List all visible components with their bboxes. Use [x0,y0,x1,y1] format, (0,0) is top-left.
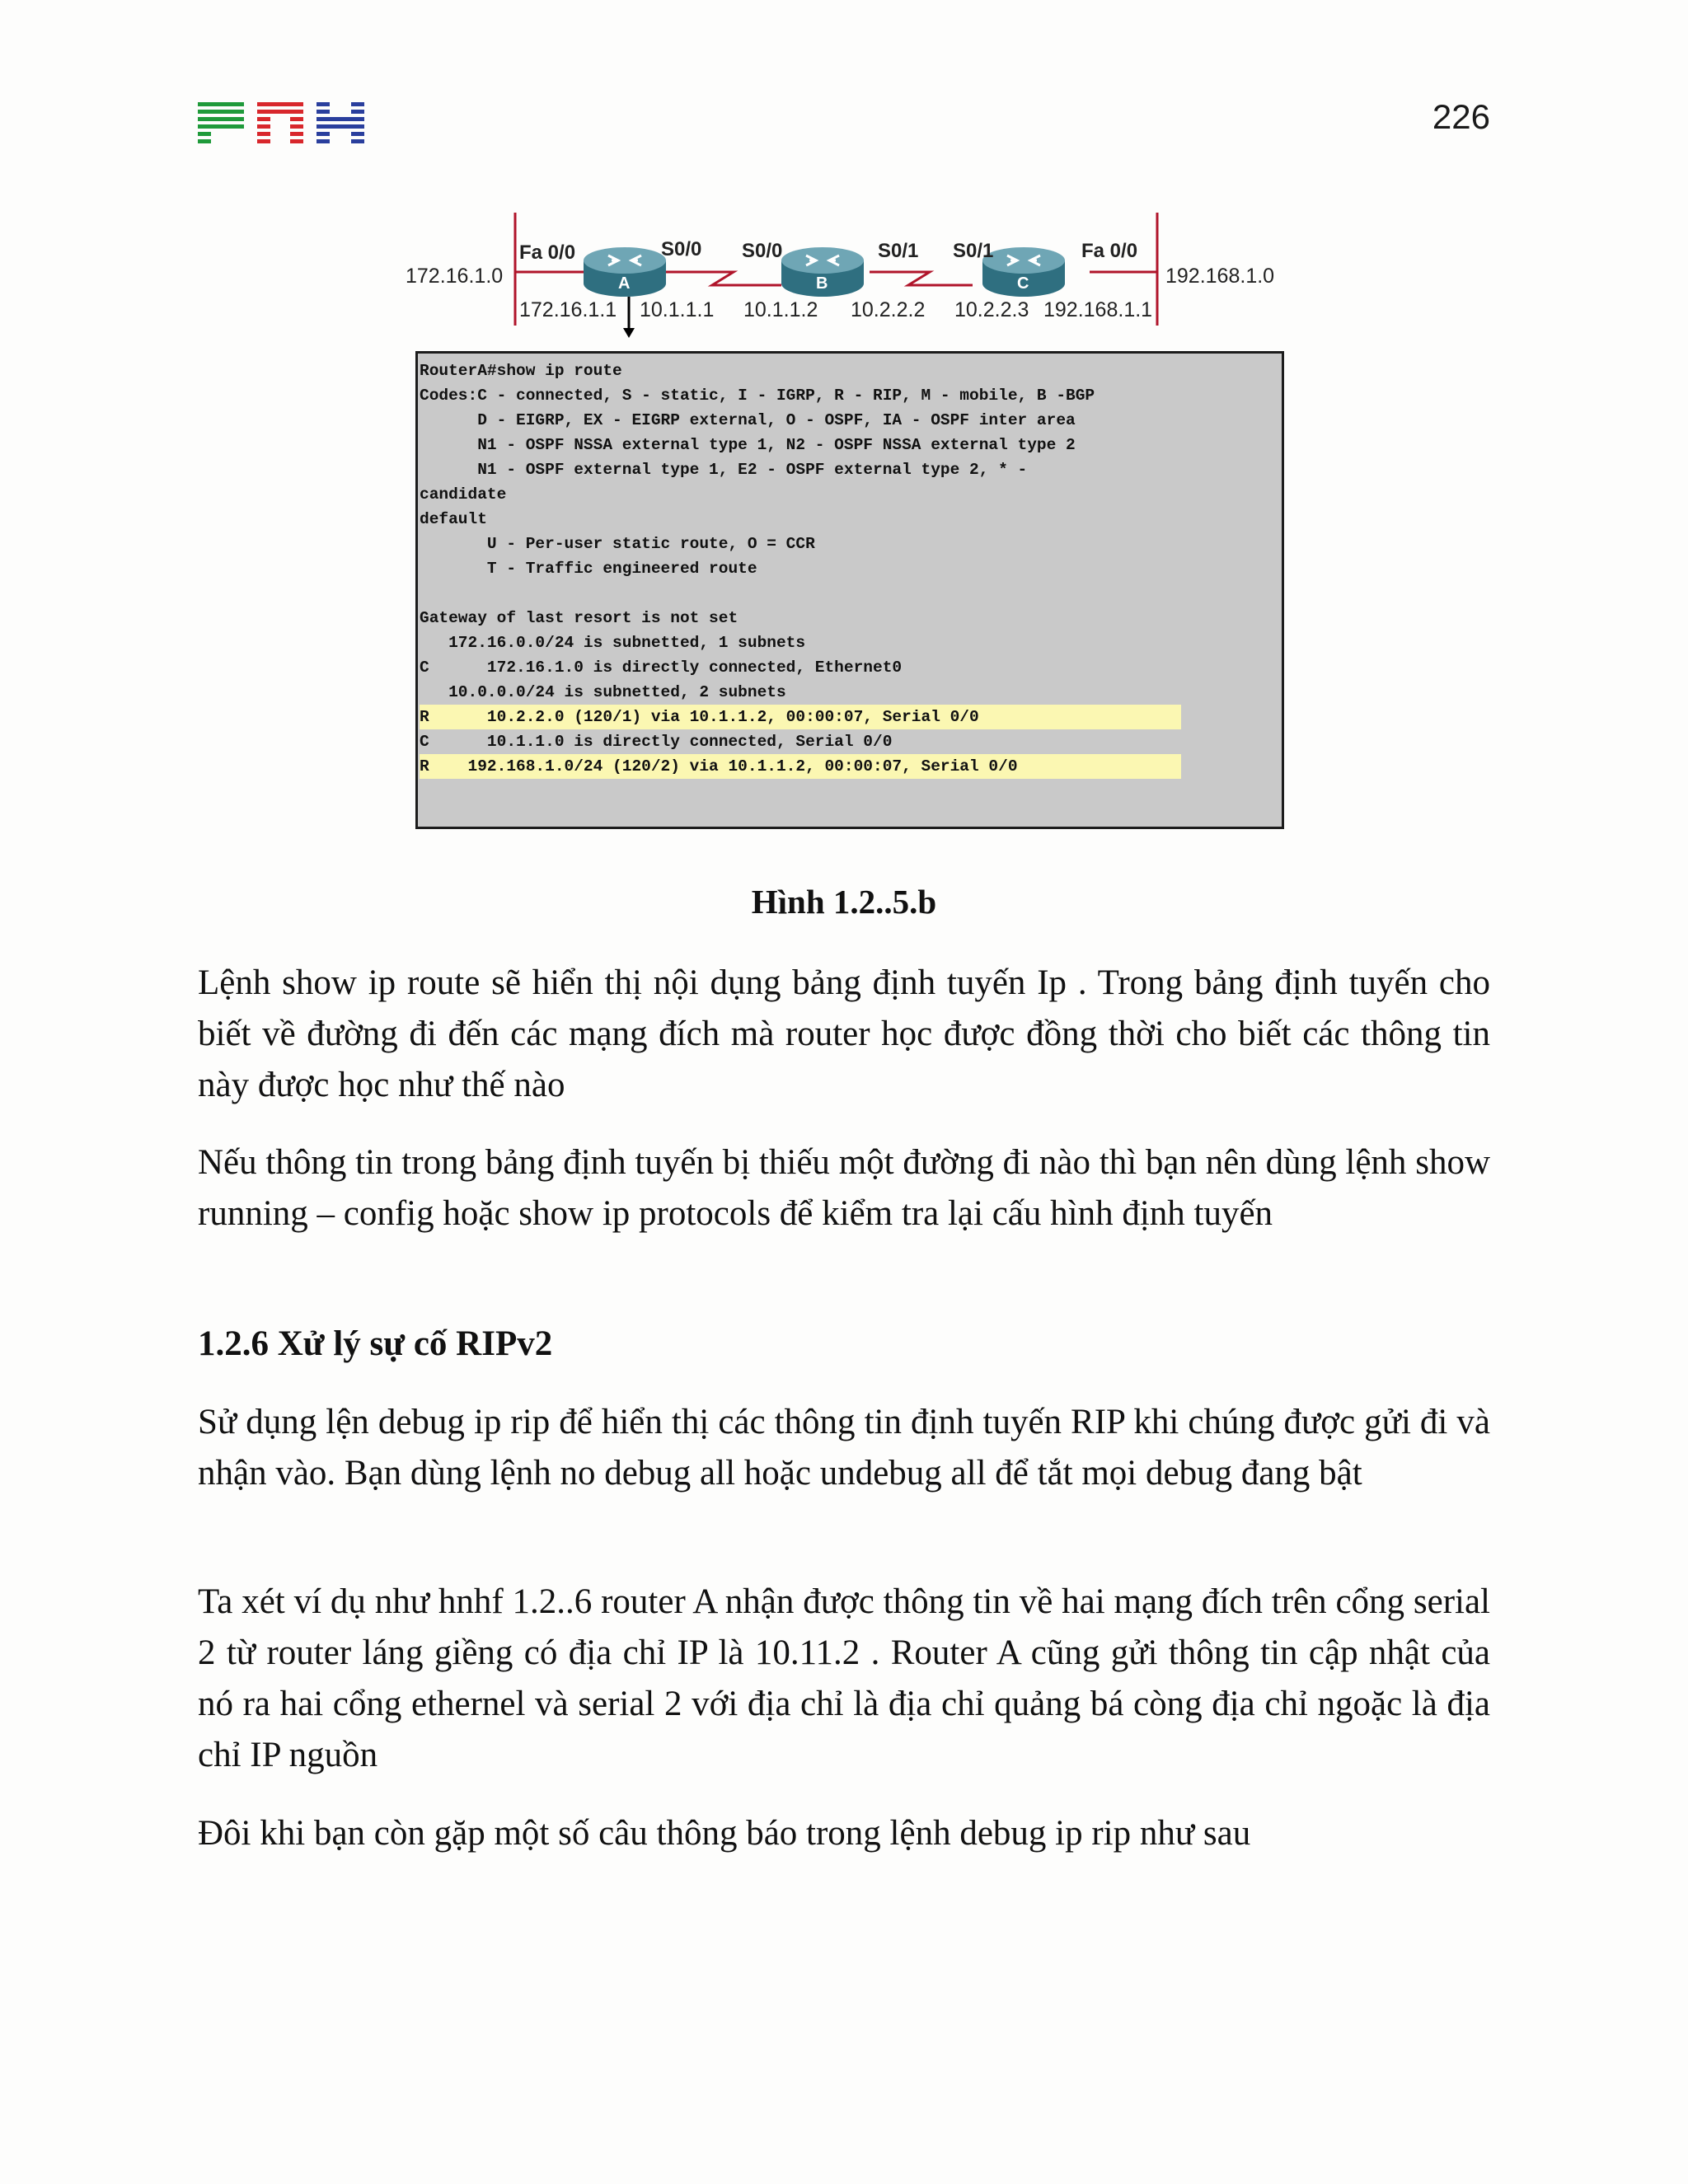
terminal-line: default [420,510,487,528]
address-b-s0: 10.1.1.2 [743,298,818,321]
network-label-left: 172.16.1.0 [406,265,504,288]
port-label-c-s: S0/1 [953,240,994,262]
paragraph-example: Ta xét ví dụ như hnhf 1.2..6 router A nhận được thông tin về hai mạng đích trên cổng serial 2 từ router láng giềng có địa chỉ IP là 10.11.2 . Router A cũng gửi thông tin cập nhật của nó ra hai cổng ethernel và serial 2 với địa chỉ là địa chỉ quảng bá còng địa chỉ ngoặc là địa chỉ IP nguồn [198,1582,1490,1774]
address-c-fa: 192.168.1.1 [1043,298,1153,321]
port-label-c-fa: Fa 0/0 [1081,240,1138,262]
terminal-line: C 10.1.1.0 is directly connected, Serial 0/0 [420,733,893,751]
port-label-b-s0: S0/0 [742,240,783,262]
terminal-line: 10.0.0.0/24 is subnetted, 2 subnets [420,683,786,701]
figure-caption: Hình 1.2..5.b [751,883,937,921]
paragraph-debug-messages: Đôi khi bạn còn gặp một số câu thông báo trong lệnh debug ip rip như sau [198,1814,1251,1853]
network-label-right: 192.168.1.0 [1165,265,1275,288]
serial-link-a-b [663,272,781,285]
paragraph-debug-ip-rip: Sử dụng lện debug ip rip để hiển thị các thông tin định tuyến RIP khi chúng được gửi đi và nhận vào. Bạn dùng lệnh no debug all hoặc undebug all để tắt mọi debug đang bật [198,1403,1490,1493]
router-c-label: C [1017,274,1029,293]
terminal-lines [420,359,1282,779]
address-c-s: 10.2.2.3 [954,298,1029,321]
port-label-b-s1: S0/1 [878,240,919,262]
address-a-fa: 172.16.1.1 [519,298,617,321]
page-number: 226 [1432,97,1490,136]
terminal-line: T - Traffic engineered route [420,560,757,578]
address-a-s: 10.1.1.1 [640,298,715,321]
terminal-line: D - EIGRP, EX - EIGRP external, O - OSPF, IA - OSPF inter area [420,411,1076,429]
terminal-line [420,581,1181,606]
terminal-line: U - Per-user static route, O = CCR [420,535,815,553]
show-ip-route-output [415,351,1284,829]
pnh-logo-graphic [198,102,368,148]
paragraph-show-ip-route: Lệnh show ip route sẽ hiển thị nội dụng bảng định tuyến Ip . Trong bảng định tuyến cho biết về đường đi đến các mạng đích mà router học được đồng thời cho biết các thông tin này được học như thế nào [198,963,1490,1104]
router-b-label: B [816,274,828,293]
terminal-line: Gateway of last resort is not set [420,609,738,627]
terminal-line: N1 - OSPF NSSA external type 1, N2 - OSPF NSSA external type 2 [420,436,1076,454]
network-topology-diagram [396,206,1302,338]
pnh-logo [198,102,368,152]
terminal-line: N1 - OSPF external type 1, E2 - OSPF external type 2, * - [420,461,1028,479]
terminal-line: C 172.16.1.0 is directly connected, Ethernet0 [420,658,903,677]
router-a-label: A [618,274,631,293]
terminal-line: 172.16.0.0/24 is subnetted, 1 subnets [420,634,806,652]
section-heading-ripv2-troubleshooting: 1.2.6 Xử lý sự cố RIPv2 [198,1324,553,1363]
terminal-line: RouterA#show ip route [420,362,622,380]
terminal-line-highlighted: R 10.2.2.0 (120/1) via 10.1.1.2, 00:00:07, Serial 0/0 [420,705,1181,729]
port-label-a-s: S0/0 [661,238,702,260]
address-b-s1: 10.2.2.2 [851,298,926,321]
output-arrowhead [623,328,635,338]
serial-link-b-c [870,272,973,285]
terminal-line: Codes:C - connected, S - static, I - IGRP, R - RIP, M - mobile, B -BGP [420,387,1095,405]
paragraph-missing-route: Nếu thông tin trong bảng định tuyến bị thiếu một đường đi nào thì bạn nên dùng lệnh show running – config hoặc show ip protocols để kiểm tra lại cấu hình định tuyến [198,1143,1490,1233]
port-label-a-fa: Fa 0/0 [519,241,576,264]
terminal-line-highlighted: R 192.168.1.0/24 (120/2) via 10.1.1.2, 00:00:07, Serial 0/0 [420,754,1181,779]
terminal-line: candidate [420,485,507,504]
